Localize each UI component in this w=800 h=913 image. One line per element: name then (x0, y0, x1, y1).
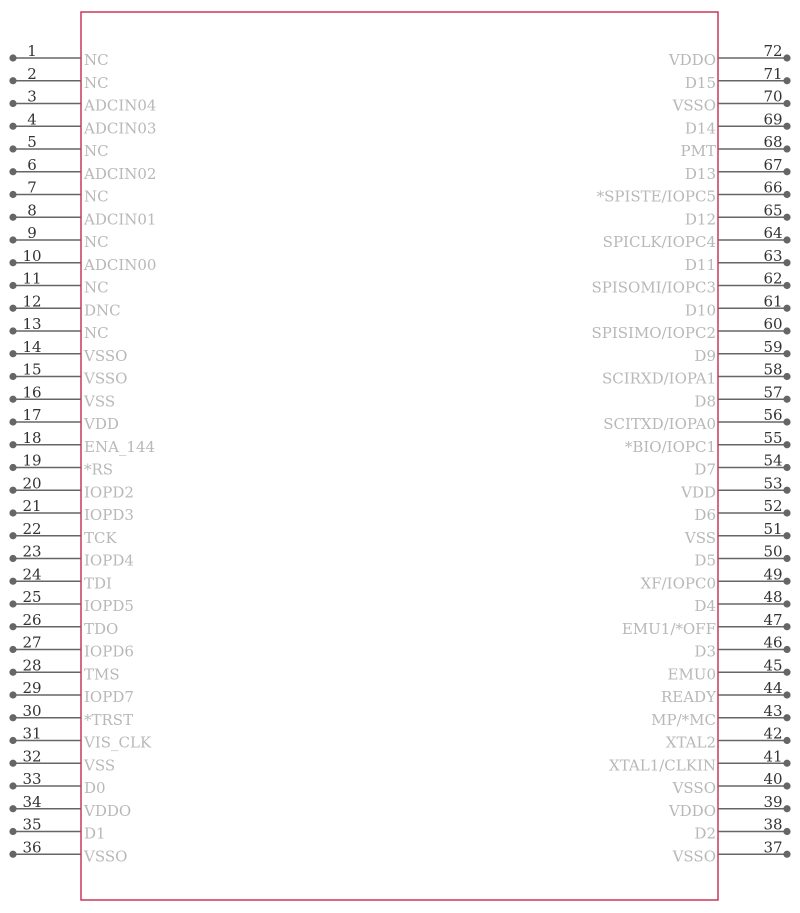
pin-number: 41 (763, 747, 783, 766)
pin-endpoint-dot (783, 441, 790, 448)
pin-number: 55 (763, 428, 783, 447)
pin-name: IOPD4 (84, 551, 134, 570)
pin-name: ADCIN04 (84, 96, 157, 115)
pin-endpoint-dot (9, 77, 16, 84)
pin-endpoint-dot (783, 646, 790, 653)
pin-number: 29 (22, 679, 42, 697)
pin-number: 25 (22, 588, 42, 606)
pin-name: D0 (84, 779, 106, 797)
pin-36 (9, 838, 127, 865)
pin-name: VIS_CLK (84, 733, 152, 752)
pin-name: IOPD2 (84, 483, 134, 502)
pin-endpoint-dot (9, 600, 16, 607)
pin-endpoint-dot (783, 145, 790, 152)
pin-name: D13 (684, 164, 716, 183)
pin-number: 53 (763, 474, 783, 493)
pin-name: NC (84, 233, 109, 251)
pin-name: EMU0 (667, 665, 716, 684)
pin-number: 65 (763, 201, 783, 220)
pin-name: *SPISTE/IOPC5 (596, 187, 716, 206)
pin-number: 8 (27, 201, 37, 220)
pin-name: XF/IOPC0 (640, 574, 716, 593)
pin-number: 70 (763, 87, 783, 106)
pin-endpoint-dot (783, 168, 790, 175)
pin-number: 1 (27, 42, 37, 60)
pin-name: D14 (684, 119, 716, 138)
pin-number: 62 (763, 269, 783, 288)
pin-number: 50 (763, 542, 783, 561)
pin-name: EMU1/*OFF (621, 619, 716, 638)
pin-number: 48 (763, 588, 783, 606)
pin-name: TDI (84, 574, 112, 593)
pin-endpoint-dot (9, 123, 16, 130)
pin-number: 32 (22, 747, 42, 766)
pin-name: D7 (694, 460, 716, 479)
pin-name: SPICLK/IOPC4 (602, 233, 716, 251)
pin-number: 66 (763, 178, 783, 197)
pin-endpoint-dot (9, 851, 16, 858)
pin-number: 27 (22, 633, 42, 652)
pin-endpoint-dot (783, 782, 790, 789)
pin-number: 43 (763, 701, 783, 720)
pin-number: 28 (22, 656, 42, 675)
pin-number: 59 (763, 337, 783, 356)
pin-number: 71 (763, 64, 783, 83)
pin-number: 9 (27, 224, 37, 242)
pin-number: 57 (763, 383, 783, 402)
pin-endpoint-dot (9, 555, 16, 562)
pin-endpoint-dot (9, 100, 16, 107)
pin-name: VSSO (84, 346, 128, 365)
pin-endpoint-dot (9, 396, 16, 403)
pin-name: NC (84, 187, 109, 206)
pin-number: 52 (763, 497, 783, 515)
pin-endpoint-dot (783, 760, 790, 767)
pin-endpoint-dot (783, 350, 790, 357)
pin-endpoint-dot (783, 714, 790, 721)
pin-endpoint-dot (9, 714, 16, 721)
pin-number: 72 (763, 42, 783, 60)
pin-number: 7 (27, 178, 37, 197)
pin-number: 31 (22, 724, 42, 743)
pin-name: D1 (84, 824, 106, 843)
right-pin-group (591, 42, 790, 865)
pin-number: 44 (763, 679, 783, 697)
pin-number: 18 (22, 428, 42, 447)
pin-endpoint-dot (9, 760, 16, 767)
pin-number: 3 (27, 87, 37, 106)
pin-number: 16 (22, 383, 42, 402)
pin-endpoint-dot (9, 464, 16, 471)
pin-number: 37 (763, 838, 783, 857)
pin-name: IOPD7 (84, 688, 134, 706)
pin-name: VSS (84, 756, 116, 775)
pin-endpoint-dot (783, 282, 790, 289)
pin-name: TMS (84, 665, 120, 684)
pin-name: D5 (694, 551, 716, 570)
pin-number: 33 (22, 770, 42, 788)
pin-name: VSS (684, 528, 716, 547)
pin-name: *RS (84, 460, 114, 479)
pin-name: TCK (84, 528, 117, 547)
pin-name: NC (84, 324, 109, 342)
pin-number: 47 (763, 610, 783, 629)
pin-number: 69 (763, 110, 783, 129)
pin-endpoint-dot (783, 487, 790, 494)
pin-number: 60 (763, 315, 783, 333)
pin-name: DNC (84, 301, 121, 320)
pin-endpoint-dot (783, 100, 790, 107)
pin-name: SCITXD/IOPA0 (603, 415, 716, 433)
pin-number: 24 (22, 565, 42, 584)
pin-number: 22 (22, 519, 42, 538)
pin-number: 14 (22, 337, 42, 356)
pin-number: 19 (22, 451, 42, 470)
pin-name: XTAL1/CLKIN (609, 756, 716, 775)
pin-number: 58 (763, 360, 783, 379)
pin-endpoint-dot (9, 305, 16, 312)
pin-name: VSSO (672, 847, 716, 866)
pin-name: MP/*MC (651, 710, 716, 729)
pin-endpoint-dot (783, 509, 790, 516)
pin-endpoint-dot (9, 350, 16, 357)
pin-number: 17 (22, 406, 42, 424)
pin-name: IOPD6 (84, 642, 134, 661)
pin-endpoint-dot (783, 805, 790, 812)
pin-name: VDDO (668, 51, 716, 69)
pin-number: 23 (22, 542, 42, 561)
pin-endpoint-dot (9, 418, 16, 425)
pin-number: 13 (22, 315, 42, 333)
pin-endpoint-dot (783, 305, 790, 312)
pin-number: 30 (22, 701, 42, 720)
pin-number: 63 (763, 246, 783, 265)
pin-endpoint-dot (783, 623, 790, 630)
pin-name: VSSO (84, 847, 128, 866)
left-pin-group (9, 42, 156, 865)
pin-endpoint-dot (9, 54, 16, 61)
pin-number: 39 (763, 792, 783, 811)
pin-endpoint-dot (9, 646, 16, 653)
pin-endpoint-dot (783, 578, 790, 585)
pin-name: *BIO/IOPC1 (624, 437, 716, 456)
pin-number: 45 (763, 656, 783, 675)
pin-endpoint-dot (783, 373, 790, 380)
pin-endpoint-dot (9, 669, 16, 676)
pin-name: VSSO (84, 369, 128, 388)
pin-number: 35 (22, 815, 42, 834)
pin-endpoint-dot (783, 532, 790, 539)
pin-endpoint-dot (9, 441, 16, 448)
pin-number: 15 (22, 360, 42, 379)
pin-name: IOPD5 (84, 597, 134, 615)
pin-name: D11 (684, 255, 716, 274)
pin-number: 34 (22, 792, 42, 811)
pin-number: 49 (763, 565, 783, 584)
pin-endpoint-dot (783, 464, 790, 471)
pin-name: VDD (681, 483, 716, 502)
pin-name: NC (84, 278, 109, 297)
pin-endpoint-dot (9, 691, 16, 698)
pin-number: 5 (27, 133, 37, 151)
pin-1 (9, 42, 108, 69)
pin-endpoint-dot (783, 669, 790, 676)
pin-endpoint-dot (9, 623, 16, 630)
pin-number: 40 (763, 770, 783, 788)
pin-number: 12 (22, 292, 42, 311)
pin-endpoint-dot (783, 691, 790, 698)
pin-number: 54 (763, 451, 783, 470)
pin-37 (672, 838, 791, 865)
pin-endpoint-dot (9, 259, 16, 266)
pin-name: D15 (684, 73, 716, 92)
pin-number: 2 (27, 64, 37, 83)
pin-endpoint-dot (783, 123, 790, 130)
pin-name: D8 (694, 392, 716, 411)
pin-number: 51 (763, 519, 783, 538)
pin-name: TDO (84, 619, 119, 638)
pin-name: NC (84, 142, 109, 160)
pin-name: D9 (694, 346, 716, 365)
pin-endpoint-dot (9, 805, 16, 812)
pin-endpoint-dot (783, 737, 790, 744)
pin-name: VDDO (84, 801, 132, 820)
pin-number: 42 (763, 724, 783, 743)
pin-endpoint-dot (9, 509, 16, 516)
pin-name: IOPD3 (84, 506, 134, 524)
pin-name: SPISIMO/IOPC2 (591, 324, 716, 342)
pin-name: XTAL2 (665, 733, 716, 752)
pin-endpoint-dot (9, 236, 16, 243)
pin-number: 36 (22, 838, 42, 857)
pin-name: ADCIN00 (84, 255, 157, 274)
pin-endpoint-dot (783, 214, 790, 221)
pin-name: VDDO (668, 801, 716, 820)
pin-name: D10 (684, 301, 716, 320)
pin-name: D2 (694, 824, 716, 843)
pin-name: READY (660, 688, 716, 706)
pin-name: VSSO (672, 779, 716, 797)
pin-endpoint-dot (9, 145, 16, 152)
pin-endpoint-dot (9, 578, 16, 585)
pin-name: VSS (84, 392, 116, 411)
pin-name: SCIRXD/IOPA1 (601, 369, 716, 388)
pin-number: 20 (22, 474, 42, 493)
pin-endpoint-dot (9, 168, 16, 175)
pin-endpoint-dot (783, 236, 790, 243)
pin-name: ADCIN03 (84, 119, 157, 138)
pin-endpoint-dot (783, 418, 790, 425)
pin-endpoint-dot (9, 214, 16, 221)
pin-number: 46 (763, 633, 783, 652)
pin-endpoint-dot (783, 396, 790, 403)
pin-endpoint-dot (783, 54, 790, 61)
pin-endpoint-dot (783, 77, 790, 84)
pin-number: 68 (763, 133, 783, 151)
pin-number: 61 (763, 292, 783, 311)
pin-name: D6 (694, 506, 716, 524)
pin-name: VSSO (672, 96, 716, 115)
pin-name: VDD (84, 415, 119, 433)
pin-endpoint-dot (9, 782, 16, 789)
pin-number: 21 (22, 497, 42, 515)
pin-endpoint-dot (783, 600, 790, 607)
pin-number: 4 (27, 110, 37, 129)
pin-number: 11 (22, 269, 42, 288)
pin-endpoint-dot (9, 282, 16, 289)
pin-endpoint-dot (9, 487, 16, 494)
pin-name: NC (84, 73, 109, 92)
pin-endpoint-dot (9, 828, 16, 835)
pin-endpoint-dot (9, 191, 16, 198)
pin-number: 6 (27, 155, 37, 174)
pin-name: NC (84, 51, 109, 69)
pin-endpoint-dot (783, 259, 790, 266)
pin-name: D4 (694, 597, 716, 615)
pin-name: ENA_144 (84, 437, 156, 456)
pin-number: 38 (763, 815, 783, 834)
pin-number: 10 (22, 246, 42, 265)
pin-endpoint-dot (783, 828, 790, 835)
pin-endpoint-dot (783, 327, 790, 334)
pin-endpoint-dot (9, 373, 16, 380)
pin-endpoint-dot (783, 555, 790, 562)
pin-endpoint-dot (9, 532, 16, 539)
pin-number: 56 (763, 406, 783, 424)
pin-endpoint-dot (9, 737, 16, 744)
pin-number: 67 (763, 155, 783, 174)
pin-name: ADCIN01 (84, 210, 157, 229)
pin-name: D3 (694, 642, 716, 661)
pin-name: D12 (684, 210, 716, 229)
pin-number: 64 (763, 224, 783, 242)
pin-endpoint-dot (783, 191, 790, 198)
pin-name: SPISOMI/IOPC3 (591, 278, 716, 297)
pin-name: ADCIN02 (84, 164, 157, 183)
pin-name: PMT (680, 142, 716, 160)
pin-number: 26 (22, 610, 42, 629)
pin-endpoint-dot (9, 327, 16, 334)
pin-name: *TRST (84, 710, 134, 729)
pin-endpoint-dot (783, 851, 790, 858)
